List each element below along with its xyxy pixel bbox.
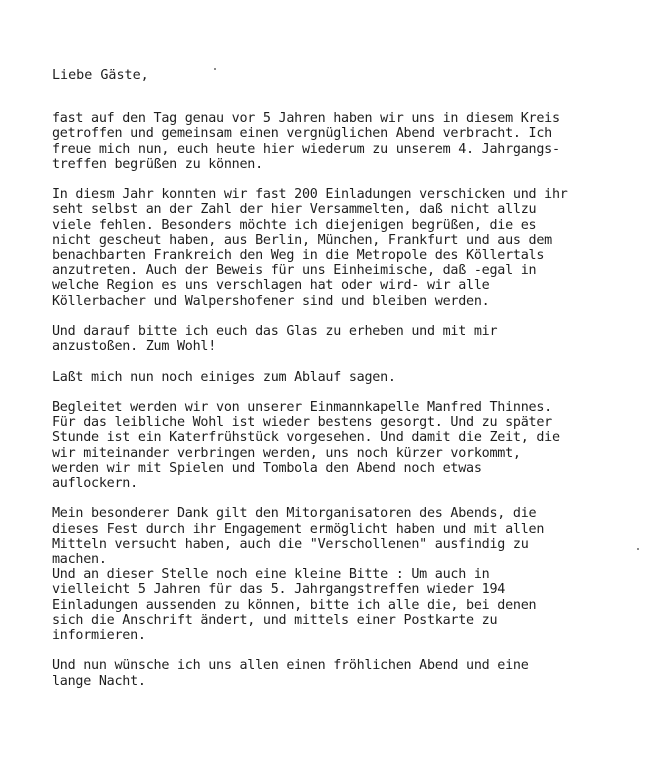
text-line: nicht gescheut haben, aus Berlin, München, Frankfurt und aus dem <box>52 232 552 248</box>
letter-paragraph <box>52 658 622 688</box>
text-line: Für das leibliche Wohl ist wieder bestens gesorgt. Und zu später <box>52 415 552 431</box>
letter-paragraph <box>52 370 622 385</box>
letter-paragraph <box>52 111 622 172</box>
text-line: machen. <box>52 552 107 568</box>
paper-speck <box>637 548 639 550</box>
text-line: sich die Anschrift ändert, und mittels einer Postkarte zu <box>52 612 498 628</box>
text-line: fast auf den Tag genau vor 5 Jahren haben wir uns in diesem Kreis <box>52 111 560 127</box>
text-line: treffen begrüßen zu können. <box>52 156 263 172</box>
text-line: freue mich nun, euch heute hier wiederum zu unserem 4. Jahrgangs- <box>52 141 560 157</box>
salutation: Liebe Gäste, <box>52 68 149 83</box>
text-line: Mein besonderer Dank gilt den Mitorganisatoren des Abends, die <box>52 506 537 522</box>
text-line: anzutreten. Auch der Beweis für uns Einheimische, daß -egal in <box>52 263 537 279</box>
text-line: viele fehlen. Besonders möchte ich diejenigen begrüßen, die es <box>52 217 537 233</box>
text-line: seht selbst an der Zahl der hier Versammelten, daß nicht allzu <box>52 202 537 218</box>
text-line: Köllerbacher und Walpershofener sind und bleiben werden. <box>52 293 490 309</box>
text-line: werden wir mit Spielen und Tombola den Abend noch etwas <box>52 460 482 476</box>
text-line: Und nun wünsche ich uns allen einen fröhlichen Abend und eine <box>52 658 529 674</box>
text-line: lange Nacht. <box>52 673 146 689</box>
text-line: auflockern. <box>52 476 138 492</box>
text-line: Stunde ist ein Katerfrühstück vorgesehen. Und damit die Zeit, die <box>52 430 560 446</box>
text-line: benachbarten Frankreich den Weg in die Metropole des Köllertals <box>52 248 545 264</box>
text-line: vielleicht 5 Jahren für das 5. Jahrgangstreffen wieder 194 <box>52 582 506 598</box>
letter-body <box>52 68 622 704</box>
letter-paragraph <box>52 324 622 354</box>
text-line: anzustoßen. Zum Wohl! <box>52 339 217 355</box>
text-line: getroffen und gemeinsam einen vergnüglichen Abend verbracht. Ich <box>52 126 552 142</box>
text-line: wir miteinander verbringen werden, uns noch kürzer vorkommt, <box>52 445 521 461</box>
text-line: Und an dieser Stelle noch eine kleine Bitte : Um auch in <box>52 567 490 583</box>
paragraph-list <box>52 111 622 689</box>
text-line: Laßt mich nun noch einiges zum Ablauf sagen. <box>52 369 396 385</box>
letter-paragraph <box>52 506 622 567</box>
letter-paragraph <box>52 567 622 643</box>
letter-paragraph <box>52 187 622 309</box>
text-line: In diesm Jahr konnten wir fast 200 Einladungen verschicken und ihr <box>52 187 568 203</box>
letter-paragraph <box>52 400 622 491</box>
text-line: Einladungen aussenden zu können, bitte ich alle die, bei denen <box>52 597 537 613</box>
text-line: Mitteln versucht haben, auch die "Verschollenen" ausfindig zu <box>52 536 529 552</box>
text-line: Und darauf bitte ich euch das Glas zu erheben und mit mir <box>52 324 498 340</box>
text-line: dieses Fest durch ihr Engagement ermöglicht haben und mit allen <box>52 521 545 537</box>
text-line: Begleitet werden wir von unserer Einmannkapelle Manfred Thinnes. <box>52 400 552 415</box>
text-line: informieren. <box>52 628 146 644</box>
text-line: welche Region es uns verschlagen hat oder wird- wir alle <box>52 278 490 294</box>
